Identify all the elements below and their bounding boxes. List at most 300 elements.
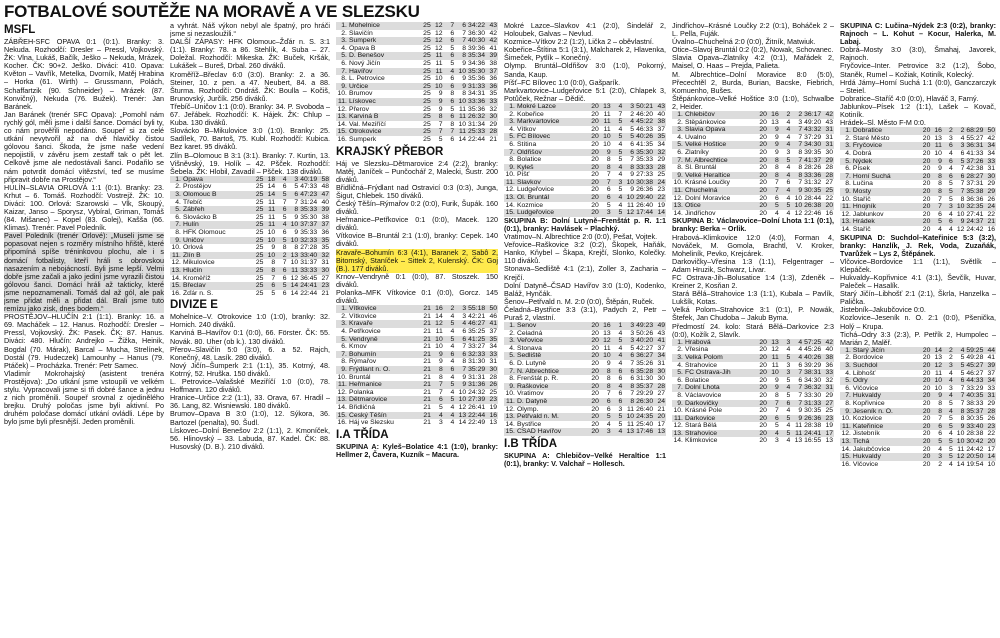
table-cell: 9 [455,83,467,91]
table-cell: 25:33 [468,128,486,136]
table-cell: 33:33 [636,163,654,171]
table-cell: 9. [672,172,684,180]
table-cell: Starý Jičín [852,347,920,355]
table-cell: 1. [504,322,516,330]
standings-table-1b-group-d [840,347,996,469]
table-cell: 5 [630,344,635,352]
table-cell: 15. [841,453,851,461]
table-cell: Petřkovice [348,327,381,335]
table-row [504,126,666,134]
table-cell: 13. [505,413,515,421]
table-cell: 35:30 [300,213,318,221]
table-cell: 7 [774,179,779,187]
table-cell: 4 [618,171,623,179]
table-cell: 7 [798,179,803,187]
table-cell: 20:50 [966,453,984,461]
table-cell: 13. [505,194,515,202]
table-cell: 26:40 [636,405,654,413]
table-cell: 50 [486,305,498,313]
table-row [336,343,498,351]
table-cell: 8 [432,113,444,121]
table-cell: 21 [420,412,432,420]
table-cell: 6. [175,213,181,221]
table-cell: 5 [444,396,456,404]
table-cell: 33:30 [804,391,822,399]
table-cell: 6 [618,390,623,398]
table-cell: Libhošť [852,369,876,377]
report-paragraph: Fryčovice–Inter. Petrovice 3:2 (1:2), Šobo, Staněk, Rumel – Kožiak, Kotiník, Kolecký. [840,61,996,79]
table-cell: 9 [294,213,299,221]
table-row [170,244,330,252]
table-cell: 20 [922,384,931,392]
table-cell: 4 [798,346,803,354]
table-row [504,164,666,172]
table-cell: 40:26 [636,133,654,141]
table-cell: 4 [949,369,953,377]
table-cell: 11 [931,142,943,150]
table-cell: 11 [287,267,299,275]
table-cell: Val. Meziříčí [348,120,386,128]
table-cell: 2 [444,305,456,313]
table-cell: 20 [922,225,931,233]
table-cell: 10 [768,369,780,377]
table-row [840,446,996,454]
table-cell: 20 [756,141,768,149]
table-cell: 4. [677,361,683,369]
table-row [504,406,666,414]
table-cell: 3. [504,337,516,345]
table-cell: 8 [774,391,779,399]
table-cell: 5. [504,352,516,360]
table-cell: 9. [336,83,348,91]
table-cell: Jakubčovice [852,445,891,453]
table-cell: Lískovec [348,98,420,106]
table-cell: 5 [931,438,943,446]
table-cell: Staříč [852,225,871,233]
table-cell: 7 [432,381,444,389]
report-paragraph: Brumov–Opava B 3:0 (1:0), 12. Sýkora, 36. Bartozel (penalta), 90. Šudl. [170,409,330,427]
standings-table-divize-e [336,22,498,144]
table-cell: 10 [934,150,942,157]
table-row [336,358,498,366]
table-cell: 7. [672,384,684,392]
report-paragraph-highlighted: Kravaře–Bohumín 6:3 (4:1), Baranek 2, Sabô 2, Bitomský, Staníček – Sittek 2, Kulenský. ČK: Goj (B.). 177 diváků. [336,247,498,273]
table-row [672,346,834,354]
table-row [840,430,996,438]
table-cell: 5 [943,453,954,461]
table-cell: 22:46 [804,209,822,217]
table-cell: 4 [450,388,455,396]
table-cell: 13 [934,354,942,362]
report-paragraph: Vítkovice B–Bruntál 2:1 (1:0), branky: Cepek. 140 diváků. [336,231,498,249]
table-cell: 5 [612,209,624,217]
table-cell: Horní Suchá [852,173,920,181]
table-cell: 2. [341,29,347,37]
table-cell: 6 [954,377,966,385]
table-cell: 12 [771,346,779,354]
report-paragraph: Stará Bělá–Strahovice 1:3 (1:1), Kubala – Pavlík, Lukšík, Kotas. [672,289,834,307]
table-cell: 10 [954,203,966,211]
table-cell: 40:30 [468,37,486,45]
table-row [504,322,666,330]
table-cell: 20 [756,400,768,408]
table-cell: 8 [931,188,943,196]
table-cell: 10. [673,407,683,415]
report-paragraph: Jindřichov–Krásné Loučky 2:2 (0:1), Boháček 2 – L. Pella, Fuják. [672,22,834,39]
standings-table-msfl [170,176,330,298]
report-paragraph: Hukvaldy–Kopřivnice 4:1 (3:1), Ševčík, Huvar, Paleček – Hasalík. [840,273,996,291]
table-cell: 22:44 [468,411,486,419]
table-row [840,385,996,393]
table-row [672,134,834,142]
table-cell: 34 [984,142,996,150]
table-row [336,30,498,38]
table-row [170,183,330,191]
table-cell: 20 [984,438,996,446]
table-cell: 7 [455,37,467,45]
table-cell: 20 [588,413,600,421]
table-cell: 7 [444,22,456,30]
table-cell: 4 [450,312,455,320]
table-cell: 27:41 [966,210,984,218]
table-cell: 28:44 [804,194,822,202]
table-cell: 31:36 [468,381,486,389]
table-cell: 11 [600,118,612,126]
table-cell: 20 [822,202,834,210]
table-cell: Uničov [182,237,253,245]
table-cell: 7 [606,171,611,179]
table-cell: 35:33 [300,228,318,236]
table-cell: 3 [455,305,467,313]
table-cell: 11 [957,445,965,453]
table-cell: 8 [271,259,276,267]
table-row [336,106,498,114]
table-cell: 6 [780,400,792,408]
table-cell: 26:32 [468,113,486,121]
table-row [336,419,498,427]
table-cell: Vítkov [516,125,536,133]
table-cell: Ludgeřovice [516,209,588,217]
table-cell: Staříč [852,195,871,203]
table-row [336,22,498,30]
table-cell: 3 [623,322,635,330]
table-cell: 13 [623,428,635,436]
table-cell: 5 [943,438,954,446]
table-row [672,354,834,362]
table-cell: 3 [287,176,299,184]
table-cell: 15. [505,209,515,217]
table-row [840,150,996,158]
table-cell: 25 [420,68,432,76]
table-cell: 20 [588,118,600,126]
report-paragraph: Otice–Slavoj Bruntál 0:2 (0:2), Nowak, Schovanec. [672,45,834,55]
table-cell: Břeclav [182,282,253,290]
table-cell: 34 [987,150,995,157]
table-cell: 7 [798,391,803,399]
table-row [336,98,498,106]
table-row [672,126,834,134]
table-cell: 10 [435,75,443,83]
table-cell: 43 [657,329,665,337]
table-cell: 7 [938,195,942,203]
report-paragraph: Hrádek–Sl. Město F-M 0:0. [840,118,926,128]
table-cell: 4 [949,430,953,438]
table-row [504,118,666,126]
table-cell: 6 [943,142,954,150]
table-cell: 8 [294,244,299,252]
table-cell: 50 [984,127,996,135]
table-cell: 20 [588,133,600,141]
table-cell: 4 [455,320,467,328]
table-cell: 8 [931,173,943,181]
table-cell: 25 [489,388,497,396]
table-cell: 4 [768,430,780,438]
table-cell: 4 [432,412,444,420]
table-cell: 20 [588,368,600,376]
table-cell: 14. [171,274,181,282]
table-cell: 8. [845,180,851,188]
table-cell: 9 [294,228,299,236]
table-cell: 32:35 [966,203,984,211]
table-cell: 4 [618,201,623,209]
table-cell: 16 [825,209,833,217]
table-cell: 11 [771,361,779,369]
table-cell: 5 [949,415,953,423]
table-cell: 25 [253,176,265,184]
table-cell: 2 [276,252,287,260]
table-cell: 9 [768,384,780,392]
table-cell: 3 [462,312,467,320]
table-cell: 5 [954,158,966,166]
table-cell: 21 [984,218,996,226]
table-cell: 20 [922,150,931,157]
table-row [504,111,666,119]
table-cell: 6 [600,398,612,406]
table-cell: 5 [276,282,287,290]
table-cell: 9. [672,400,684,408]
report-paragraph: Jan Baránek (trenér SFC Opava): „Pomohl nám rychlý gól, měli jsme i další šance. Domácí byli ty, co nám prověřili nepodáno. Soupeř si za celé utkání nevytvořil až na dvě hlavičky čistou gólovou šanci. Škoda, že jsme naše vedení nepojistili, v závěru jsem zestaff tak o pět let. Celkově jsme ale nedostávali šanci. Podařilo se nám potvrdit domácí vítězství, teď se musíme připravit dobře na Prostějov.“ [4,109,164,184]
table-cell: Kozmice [516,201,544,209]
table-cell: 7 [438,120,443,128]
table-cell: 8. [509,156,515,164]
table-cell: 10 [455,396,467,404]
table-cell: 20 [920,173,932,181]
table-cell: 20 [756,126,768,134]
table-cell: 7 [791,369,803,377]
table-cell: 37:31 [966,180,984,188]
table-cell: 7. [504,149,516,157]
table-cell: 5 [768,202,780,210]
table-cell: 8 [938,400,942,407]
table-cell: 14. [841,445,851,453]
table-cell: 8 [623,383,635,391]
table-cell: 20 [591,420,599,428]
table-cell: 31:33 [804,399,822,407]
table-cell: 50:21 [636,102,654,110]
report-paragraph: Třebíč–Uničov 1:1 (0:0). Branky: 34. P. Svoboda – 67. Jeřábek. Rozhodčí: K. Hájek. ŽK: Chlup – Kuba. 130 diváků. [170,101,330,128]
table-row [504,202,666,210]
table-cell: 7 [791,157,803,165]
table-cell: 20 [759,422,767,430]
table-cell: 9 [954,423,966,431]
table-row [504,171,666,179]
report-paragraph: Šenov–Petřvald n. M. 2:0 (0:0), Štěpán, Ruček. [504,296,655,306]
table-cell: 18 [264,176,276,184]
table-cell: Určice [348,83,420,91]
table-cell: 3 [798,118,803,126]
table-cell: 29 [822,157,834,165]
table-cell: 5 [780,415,792,423]
table-cell: 5 [931,218,943,226]
table-cell: 20 [591,201,599,209]
table-cell: Bordovice [852,354,884,362]
table-cell: 4 [612,103,624,111]
table-cell: 7 [462,29,467,37]
table-cell: 1. [672,111,684,119]
table-cell: 31 [822,141,834,149]
table-row [672,369,834,377]
table-cell: 10 [954,438,966,446]
table-cell: 31:33 [468,82,486,90]
table-cell: 10 [600,133,612,141]
table-cell: 21 [420,320,432,328]
table-cell: 8 [798,149,803,156]
table-cell: 9. [170,237,182,245]
table-cell: 21 [423,312,431,320]
table-cell: 10 [600,352,612,360]
table-row [504,383,666,391]
table-cell: 20 [759,194,767,202]
table-cell: 4 [786,194,791,202]
table-cell: 4 [618,140,623,148]
table-cell: 10. [841,415,851,423]
table-row [170,237,330,245]
table-row [840,377,996,385]
table-cell: 2 [954,127,966,135]
table-cell: 40:26 [804,353,822,361]
table-cell: 7 [960,165,965,173]
table-cell: 12. [505,186,515,194]
table-cell: 25 [423,105,431,113]
table-cell: 20 [759,133,767,141]
table-cell: 21 [423,358,431,366]
table-cell: 26 [987,195,995,203]
table-row [504,360,666,368]
table-cell: 33:27 [468,343,486,351]
table-cell: 3 [943,203,954,211]
table-cell: 11. [171,251,181,259]
table-cell: 20 [922,445,931,453]
report-paragraph: Píšť–FC Bílovec 1:0 (0:0), Gašparík. [504,77,621,87]
table-cell: Žďár n. S. [182,289,214,297]
table-cell: 8 [600,164,612,172]
table-cell: 35:38 [966,187,984,195]
table-cell: Mokré Lazce [516,103,588,111]
table-cell: 30:42 [966,437,984,445]
table-row [336,404,498,412]
table-cell: 8 [462,44,467,52]
report-paragraph: Hrabová–Klimkovice 12:0 (4:0), Forman 4, Nováček, M. Gomola, Brachtl, V. Kroker, Moheliník, Pevko, Krejcárek. [672,232,834,258]
report-paragraph: Hranice–Určice 2:2 (1:1), 33. Orava, 67. Hradil – 36. Lang, 82. Wisniewski. 180 diváků. [170,393,330,411]
table-cell: Velké Hoštice [684,141,756,149]
table-cell: 28 [984,408,996,416]
table-cell: 39 [486,52,498,60]
table-cell: 20 [920,218,932,226]
table-cell: 24:35 [636,413,654,421]
table-cell: 20 [588,194,600,202]
table-cell: 11 [455,113,467,121]
table-cell: 26:36 [804,414,822,422]
section-title-1b-trida: I.B TŘÍDA [504,437,558,450]
table-cell: 42 [489,29,497,37]
table-cell: 10 [987,460,995,468]
table-cell: 4 [612,352,624,360]
table-cell: 10 [458,388,467,396]
table-cell: 4 [623,118,635,126]
table-cell: 12 [435,44,443,52]
table-cell: 7 [618,110,623,118]
table-cell: 27:39 [468,396,486,404]
table-cell: 42 [486,37,498,45]
table-cell: 4 [960,134,965,142]
table-cell: 20 [922,210,931,218]
table-cell: 35 [489,90,497,98]
table-cell: 1 [612,322,624,330]
table-row [504,194,666,202]
table-cell: 10 [455,98,467,106]
table-cell: 49:20 [804,118,822,126]
table-cell: 20 [922,165,931,173]
table-cell: 5 [612,118,624,126]
table-cell: 6 [455,351,467,359]
table-cell: Krásné Pole [684,407,722,415]
table-cell: 5. [840,377,852,385]
table-cell: 5 [949,180,953,188]
table-cell: 20 [756,172,768,180]
table-cell: 20 [759,118,767,126]
table-cell: Hrabová [684,339,756,347]
table-cell: 6 [287,191,299,199]
table-cell: 6 [444,52,456,60]
table-cell: 5 [786,376,791,384]
report-paragraph: Lískovec–Dolní Benešov 2:2 (1:1), 2. Kmoníček, 56. Hlinovský – 33. Labuda, 87. Kadel. ČK: 88. Husovský (D. B.). 210 diváků. [170,425,330,451]
table-cell: 7 [768,400,780,408]
table-cell: 8 [606,156,611,164]
table-cell: 35:29 [468,365,486,373]
table-row [840,453,996,461]
table-cell: 1. [336,22,348,30]
table-cell: 4 [786,437,791,445]
table-cell: 10. [337,90,347,98]
table-cell: 14 [287,282,299,290]
table-cell: Staré Město [852,134,890,142]
table-cell: 37:37 [300,221,318,229]
table-cell: 27 [657,390,665,398]
table-row [840,438,996,446]
table-cell: 8 [938,180,942,188]
table-cell: Český Těšín [348,412,420,420]
table-cell: 4 [786,407,791,415]
table-cell: 20 [756,202,768,210]
table-cell: 16. [171,289,181,297]
table-cell: 10 [934,384,942,392]
table-cell: 4 [780,126,792,134]
table-row [840,196,996,204]
table-cell: 4 [938,445,942,453]
table-cell: 14. [841,225,851,233]
table-cell: 32 [489,105,497,113]
table-cell: 4 [949,210,953,218]
